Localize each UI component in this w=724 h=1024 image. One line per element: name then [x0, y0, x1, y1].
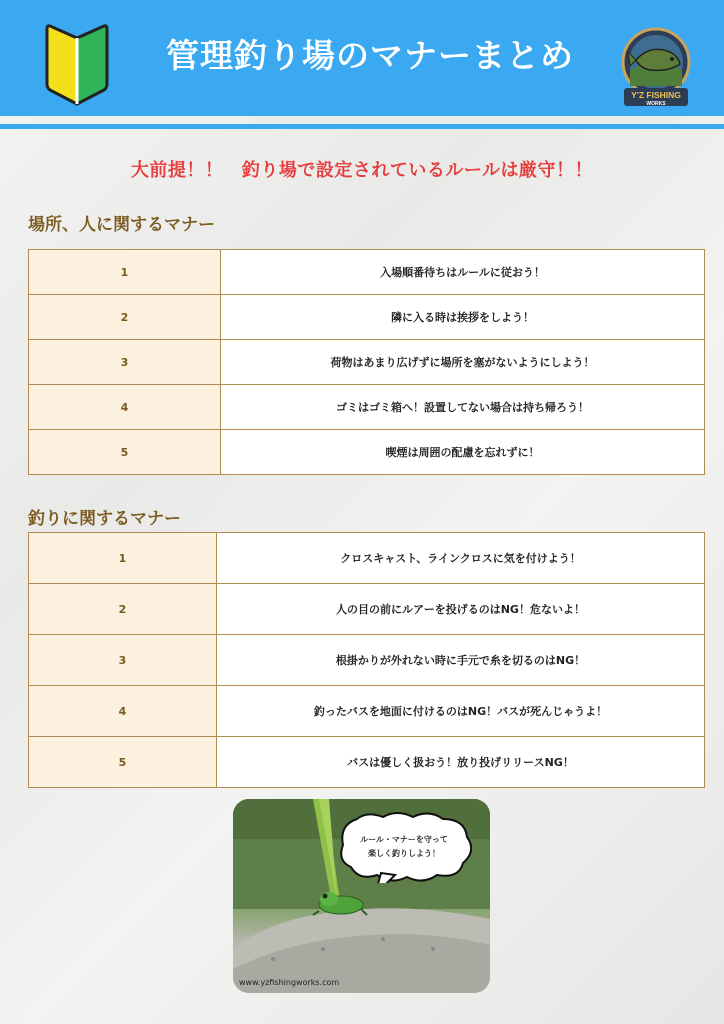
row-number: 5: [29, 430, 221, 475]
row-text: 釣ったバスを地面に付けるのはNG！バスが死んじゃうよ！: [217, 686, 705, 737]
row-text: 荷物はあまり広げずに場所を塞がないようにしよう！: [221, 340, 705, 385]
row-number: 1: [29, 250, 221, 295]
row-number: 4: [29, 385, 221, 430]
section-title-place-people: 場所、人に関するマナー: [28, 215, 215, 235]
row-number: 3: [29, 635, 217, 686]
table-row: [29, 737, 705, 788]
row-number: 2: [29, 295, 221, 340]
photo-caption: www.yzfishingworks.com: [239, 978, 340, 987]
table-row: [29, 250, 705, 295]
speech-bubble-text: [345, 833, 463, 861]
lead-notice: 大前提！！ 釣り場で設定されているルールは厳守！！: [130, 160, 594, 181]
row-text: クロスキャスト、ラインクロスに気を付けよう！: [217, 533, 705, 584]
row-text: 根掛かりが外れない時に手元で糸を切るのはNG！: [217, 635, 705, 686]
table-row: [29, 584, 705, 635]
row-text: 喫煙は周囲の配慮を忘れずに！: [221, 430, 705, 475]
table-row: [29, 340, 705, 385]
table-row: [29, 635, 705, 686]
row-number: 5: [29, 737, 217, 788]
table-row: [29, 686, 705, 737]
table-row: [29, 430, 705, 475]
row-text: 入場順番待ちはルールに従おう！: [221, 250, 705, 295]
beginner-mark-icon: [44, 24, 110, 106]
header-divider: [0, 124, 724, 129]
row-text: 隣に入る時は挨拶をしよう！: [221, 295, 705, 340]
page-title: 管理釣り場のマナーまとめ: [166, 36, 574, 75]
logo-text-sub: WORKS: [646, 101, 666, 107]
row-text: 人の目の前にルアーを投げるのはNG！危ないよ！: [217, 584, 705, 635]
bubble-line-1: ルール・マナーを守って: [360, 835, 448, 844]
row-number: 1: [29, 533, 217, 584]
table-row: [29, 295, 705, 340]
logo-text-main: Y'Z FISHING: [631, 90, 681, 100]
bubble-line-2: 楽しく釣りしよう！: [368, 849, 440, 858]
row-number: 4: [29, 686, 217, 737]
row-number: 3: [29, 340, 221, 385]
row-number: 2: [29, 584, 217, 635]
row-text: バスは優しく扱おう！放り投げリリースNG！: [217, 737, 705, 788]
section-title-fishing: 釣りに関するマナー: [28, 509, 181, 529]
table-row: [29, 385, 705, 430]
row-text: ゴミはゴミ箱へ！設置してない場合は持ち帰ろう！: [221, 385, 705, 430]
brand-logo: [620, 26, 692, 112]
frog-photo: [233, 799, 490, 993]
manner-table-place-people: [28, 249, 705, 475]
manner-table-fishing: [28, 532, 705, 788]
table-row: [29, 533, 705, 584]
